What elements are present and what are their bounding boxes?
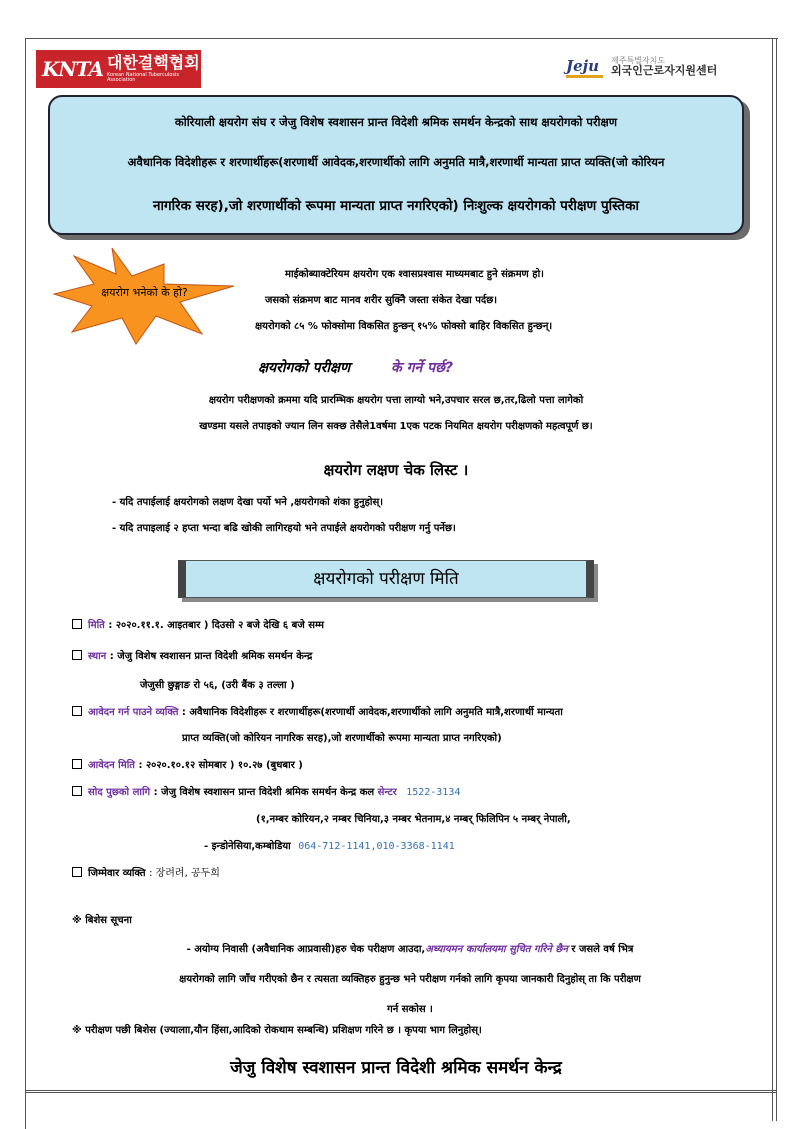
jeju-logo-mark: Jeju [566, 57, 603, 78]
detail-responsible-value: : 장려려, 공두희 [149, 868, 220, 879]
detail-inquiry-row [72, 784, 460, 798]
checkbox-icon [72, 619, 82, 629]
checkbox-icon [72, 759, 82, 769]
detail-inquiry-langs-2-row [204, 838, 455, 852]
test-heading [258, 358, 453, 377]
detail-date-value: : २०२०.११.१. आइतबार ) दिउसो २ बजे देखि ६ बजे सम्म [108, 620, 324, 631]
notice-paragraph [60, 935, 760, 1025]
checkbox-icon [72, 706, 82, 716]
knta-logo-name: 대한결핵협회 [106, 53, 200, 72]
banner-line-2: अवैधानिक विदेशीहरू र शरणार्थीहरू(शरणार्थी आवेदक,शरणार्थीको लागि अनुमति मात्रै,शरणार्थी मान्यता प्राप्त व्यक्ति(जो कोरियन [127, 155, 665, 169]
checklist-items [112, 490, 456, 542]
detail-apply-label: आवेदन मिति [88, 760, 135, 771]
detail-inquiry-center: सेन्टर [377, 787, 397, 798]
detail-responsible-row [72, 864, 220, 879]
detail-inquiry-langs-2: - इन्डोनेसिया,कम्बोडिया [204, 841, 291, 852]
test-date-box: क्षयरोगको परीक्षण मिति [178, 560, 594, 598]
intro-line-2: जसको संक्रमण बाट मानव शरीर सुक्नेि जस्ता संकेत देखा पर्दछ। [265, 295, 498, 306]
starburst-label: क्षयरोग भनेको के हो? [101, 286, 188, 299]
page-frame-right [772, 38, 777, 1121]
notice-line-1-emphasis: अध्यायमन कार्यालयमा सुचित गरिने छैन [425, 944, 568, 955]
notice-line-1b: र जसले वर्ष भित्र [571, 944, 634, 955]
banner-line-3: नागरिक सरह),जो शरणार्थीको रूपमा मान्यता प्राप्त नगरिएको) निःशुल्क क्षयरोगको परीक्षण पुस्तिका [153, 198, 639, 214]
checklist-item-1: - यदि तपाईलाई क्षयरोगको लक्षण देखा पर्यो भने ,क्षयरोगको शंका हुनुहोस्। [112, 497, 384, 508]
detail-responsible-label: जिम्मेवार व्यक्ति [88, 868, 146, 879]
test-paragraph-line-1: क्षयरोग परीक्षणको क्रममा यदि प्रारम्भिक क्षयरोग पत्ता लाग्यो भने,उपचार सरल छ,तर,ढिलो पत्ता लागेको [208, 395, 584, 406]
intro-text [240, 262, 740, 340]
jeju-logo [566, 50, 746, 84]
checklist-title: क्षयरोग लक्षण चेक लिस्ट । [323, 461, 469, 479]
detail-place-value-2: जेजुसी छुङ्गाङ रो ५६, (उरी बैंक ३ तल्ला ) [140, 680, 295, 691]
notice-line-2: क्षयरोगको लागि जाँच गरीएको छैन र त्यसता व्यक्तिहरु हुनुन्छ भने परीक्षण गर्नको लागि कृपया जानकारी दिनुहोस् ता कि परीक्षण [179, 974, 641, 985]
notice-line-3: गर्न सकोस । [387, 1004, 433, 1015]
knta-logo-mark: KNTA [42, 57, 103, 81]
jeju-logo-line2: 외국인근로자지원센터 [610, 64, 718, 78]
checkbox-icon [72, 867, 82, 877]
knta-logo [36, 50, 201, 88]
notice-line-4: ※ परीक्षण पछी बिशेस (ज्यालाा,यौन हिंसा,आदिको रोकथाम सम्बन्धि) प्रशिक्षण गरिने छ । कृपया भाग लिनुहोस्। [72, 1025, 482, 1036]
checkbox-icon [72, 650, 82, 660]
detail-place-row [72, 648, 312, 662]
notice-line-1a: - अयोग्य निवासी (अवैधानिक आप्रवासी)हरु चेक परीक्षण आउदा, [186, 944, 426, 955]
test-heading-part2: के गर्ने पर्छ? [390, 360, 454, 376]
checkbox-icon [72, 786, 82, 796]
test-paragraph-line-2: खण्डमा यसले तपाइको ज्यान लिन सक्छ तेसैले1वर्षमा 1एक पटक नियमित क्षयरोग परीक्षणको महत्वपूर्ण छ। [199, 421, 593, 432]
detail-inquiry-phone-2: 064-712-1141,010-3368-1141 [298, 841, 455, 852]
intro-line-1: माईकोब्याक्टेरियम क्षयरोग एक श्वासप्रश्वास माध्यमबाट हुने संक्रमण हो। [285, 269, 544, 280]
notice-heading: ※ बिशेस सूचना [72, 915, 132, 926]
checklist-item-2: - यदि तपाइलाई २ हप्ता भन्दा बढि खोकी लागिरहयो भने तपाईले क्षयरोगको परीक्षण गर्नु पर्नेछ। [112, 523, 456, 534]
jeju-logo-line1: 제주특별자치도 [610, 56, 666, 66]
footer-org-name: जेजु विशेष स्वशासन प्रान्त विदेशी श्रमिक समर्थन केन्द्र [230, 1058, 562, 1078]
detail-inquiry-langs: (१,नम्बर कोरियन,२ नम्बर चिनिया,३ नम्बर भेतनाम,४ नम्बर् फिलिपिन ५ नम्बर् नेपाली, [256, 814, 571, 825]
title-banner [48, 95, 744, 235]
detail-inquiry-phone: 1522-3134 [406, 787, 461, 798]
detail-date-row [72, 617, 324, 631]
detail-inquiry-label: सोद पुछ्को लागि [88, 787, 151, 798]
knta-logo-sub: Korean National Tuberculosis Association [106, 72, 179, 83]
test-paragraph [0, 388, 792, 440]
detail-eligible-value: : अवैधानिक विदेशीहरू र शरणार्थीहरू(शरणार्थी आवेदक,शरणार्थीको लागि अनुमति मात्रै,शरणार्थी मान्यता [181, 707, 563, 718]
detail-date-label: मिति [88, 620, 105, 631]
detail-eligible-label: आवेदन गर्न पाउने व्यक्ति [88, 707, 179, 718]
notice-line-1 [60, 935, 760, 965]
detail-inquiry-value: : जेजु विशेष स्वशासन प्रान्त विदेशी श्रमिक समर्थन केन्द्र कल [153, 787, 375, 798]
detail-eligible-row [72, 704, 563, 718]
detail-place-value: : जेजु विशेष स्वशासन प्रान्त विदेशी श्रमिक समर्थन केन्द्र [109, 651, 313, 662]
detail-apply-row [72, 757, 303, 771]
detail-apply-value: : २०२०.१०.१२ सोमबार ) १०.२७ (बुधबार ) [138, 760, 303, 771]
banner-line-1: कोरियाली क्षयरोग संघ र जेजु विशेष स्वशासन प्रान्त विदेशी श्रमिक समर्थन केन्द्रको साथ क्षयरोगको परीक्षण [174, 115, 618, 129]
test-heading-part1: क्षयरोगको परीक्षण [258, 360, 351, 376]
bottom-rule [25, 1090, 777, 1093]
intro-line-3: क्षयरोगको ८५ % फोक्सोमा विकसित हुन्छन् १५% फोक्सो बाहिर विकसित हुन्छन्। [255, 321, 553, 332]
detail-place-label: स्थान [88, 651, 107, 662]
detail-eligible-value-2: प्राप्त व्यक्ति(जो कोरियन नागरिक सरह),जो शरणार्थीको रूपमा मान्यता प्राप्त नगरिएको) [182, 733, 502, 744]
